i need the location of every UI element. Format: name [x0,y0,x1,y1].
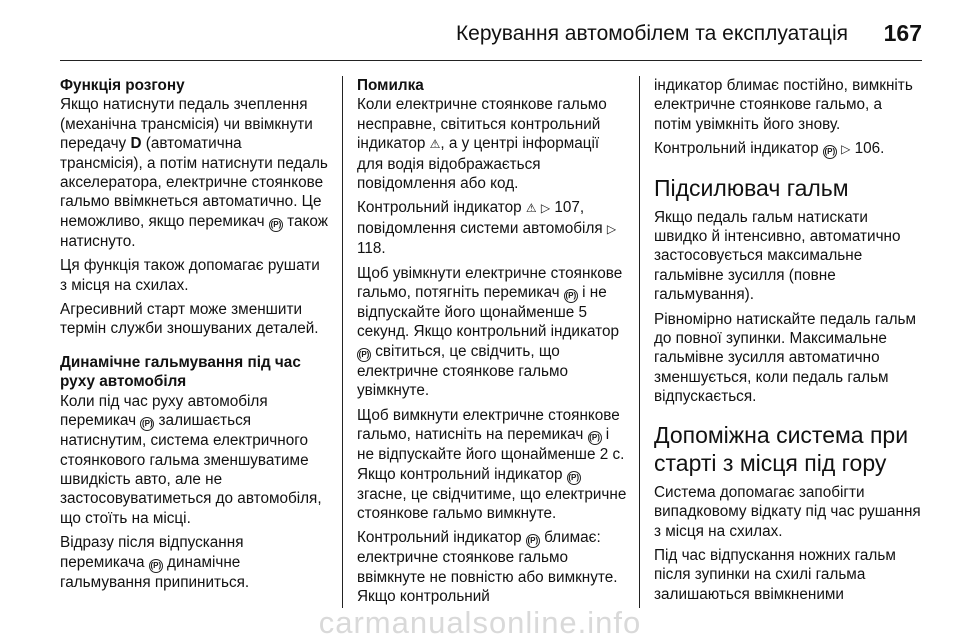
paragraph: Рівномірно натискайте педаль гальм до повної зупинки. Максимальне гальмівне зусилля автоматично зменшується, коли педаль гальм відпускається. [654,310,916,406]
warning-indicator-icon: ⚠ [429,137,441,152]
paragraph: Відразу після відпускання перемикача (P) динамічне гальмування припиниться. [60,534,250,591]
paragraph: Агресивний старт може зменшити термін служби зношуваних деталей. [60,301,319,338]
parking-brake-icon: (P) [269,218,283,232]
paragraph: Контрольний індикатор ⚠ ▷ 107, повідомлення системи автомобіля ▷ 118. [357,199,617,258]
parking-brake-icon: (P) [564,289,578,303]
heading-brake-assist: Підсилювач гальм [654,174,849,201]
parking-brake-icon: (P) [149,559,163,573]
paragraph: Контрольний індикатор (P) ▷ 106. [654,139,922,159]
page-number: 167 [883,20,922,46]
paragraph: Якщо педаль гальм натискати швидко й інтенсивно, автоматично застосовується максимальне гальмівне зусилля (повне гальмування). [654,208,901,304]
parking-brake-icon: (P) [526,534,540,548]
page-header [0,0,960,62]
heading-error: Помилка [357,77,424,94]
arrow-ref-icon: ▷ [841,142,851,157]
parking-brake-icon: (P) [567,471,581,485]
header-rule [60,60,922,61]
parking-brake-icon: (P) [140,417,154,431]
parking-brake-icon: (P) [357,348,371,362]
arrow-ref-icon: ▷ [606,221,617,236]
paragraph: Ця функція також допомагає рушати з місця на схилах. [60,257,320,294]
arrow-ref-icon: ▷ [540,201,551,216]
paragraph: Коли під час руху автомобіля перемикач (P) залишається натиснутим, система електричного стоянкового гальма зменшуватиме швидкість авто, але не застосовуватиметься до автомобіля, що стоїть на місці. [60,392,322,527]
paragraph: Під час відпускання ножних гальм після зупинки на схилі гальма залишаються ввімкненими [654,546,896,603]
paragraph: Коли електричне стоянкове гальмо несправне, світиться контрольний індикатор ⚠, а у центрі інформації для водія відображається повідомлення або код. [357,96,607,193]
column-3 [654,76,922,609]
watermark: carmanualsonline.info [318,605,642,640]
paragraph: Якщо натиснути педаль зчеплення (механічна трансмісія) чи ввімкнути передачу D (автоматична трансмісія), а потім натиснути педаль акселератора, електричне стоянкове гальмо ввімкнеться автоматично. Це неможливо, якщо перемикач (P) також натиснуто. [60,96,328,250]
paragraph: Система допомагає запобігти випадковому відкату під час рушання з місця на схилах. [654,483,921,540]
paragraph: Щоб увімкнути електричне стоянкове гальмо, потягніть перемикач (P) і не відпускайте його щонайменше 5 секунд. Якщо контрольний індикатор (P) світиться, це свідчить, що електричне стоянкове гальмо увімкнуте. [357,264,623,400]
column-2 [357,76,627,612]
paragraph: індикатор блимає постійно, вимкніть електричне стоянкове гальмо, а потім увімкніть його знову. [654,77,913,133]
paragraph: Щоб вимкнути електричне стоянкове гальмо, натисніть на перемикач (P) і не відпускайте його щонайменше 2 с. Якщо контрольний індикатор (P) згасне, це свідчитиме, що електричне стоянкове гальмо вимкнуте. [357,406,627,522]
parking-brake-icon: (P) [588,431,602,445]
header-title: Керування автомобілем та експлуатація [455,22,848,45]
heading-hill-start-assist: Допоміжна система при старті з місця під гору [654,421,909,476]
column-1 [60,76,328,597]
warning-indicator-icon: ⚠ [525,201,537,216]
parking-brake-icon: (P) [823,145,837,159]
column-separator [342,76,343,608]
heading-launch: Функція розгону [60,77,185,94]
column-separator [639,76,640,608]
paragraph: Контрольний індикатор (P) блимає: електричне стоянкове гальмо ввімкнуте не повністю або вимкнуте. Якщо контрольний [357,529,618,606]
heading-dynamic-braking: Динамічне гальмування під час руху автомобіля [60,353,301,391]
